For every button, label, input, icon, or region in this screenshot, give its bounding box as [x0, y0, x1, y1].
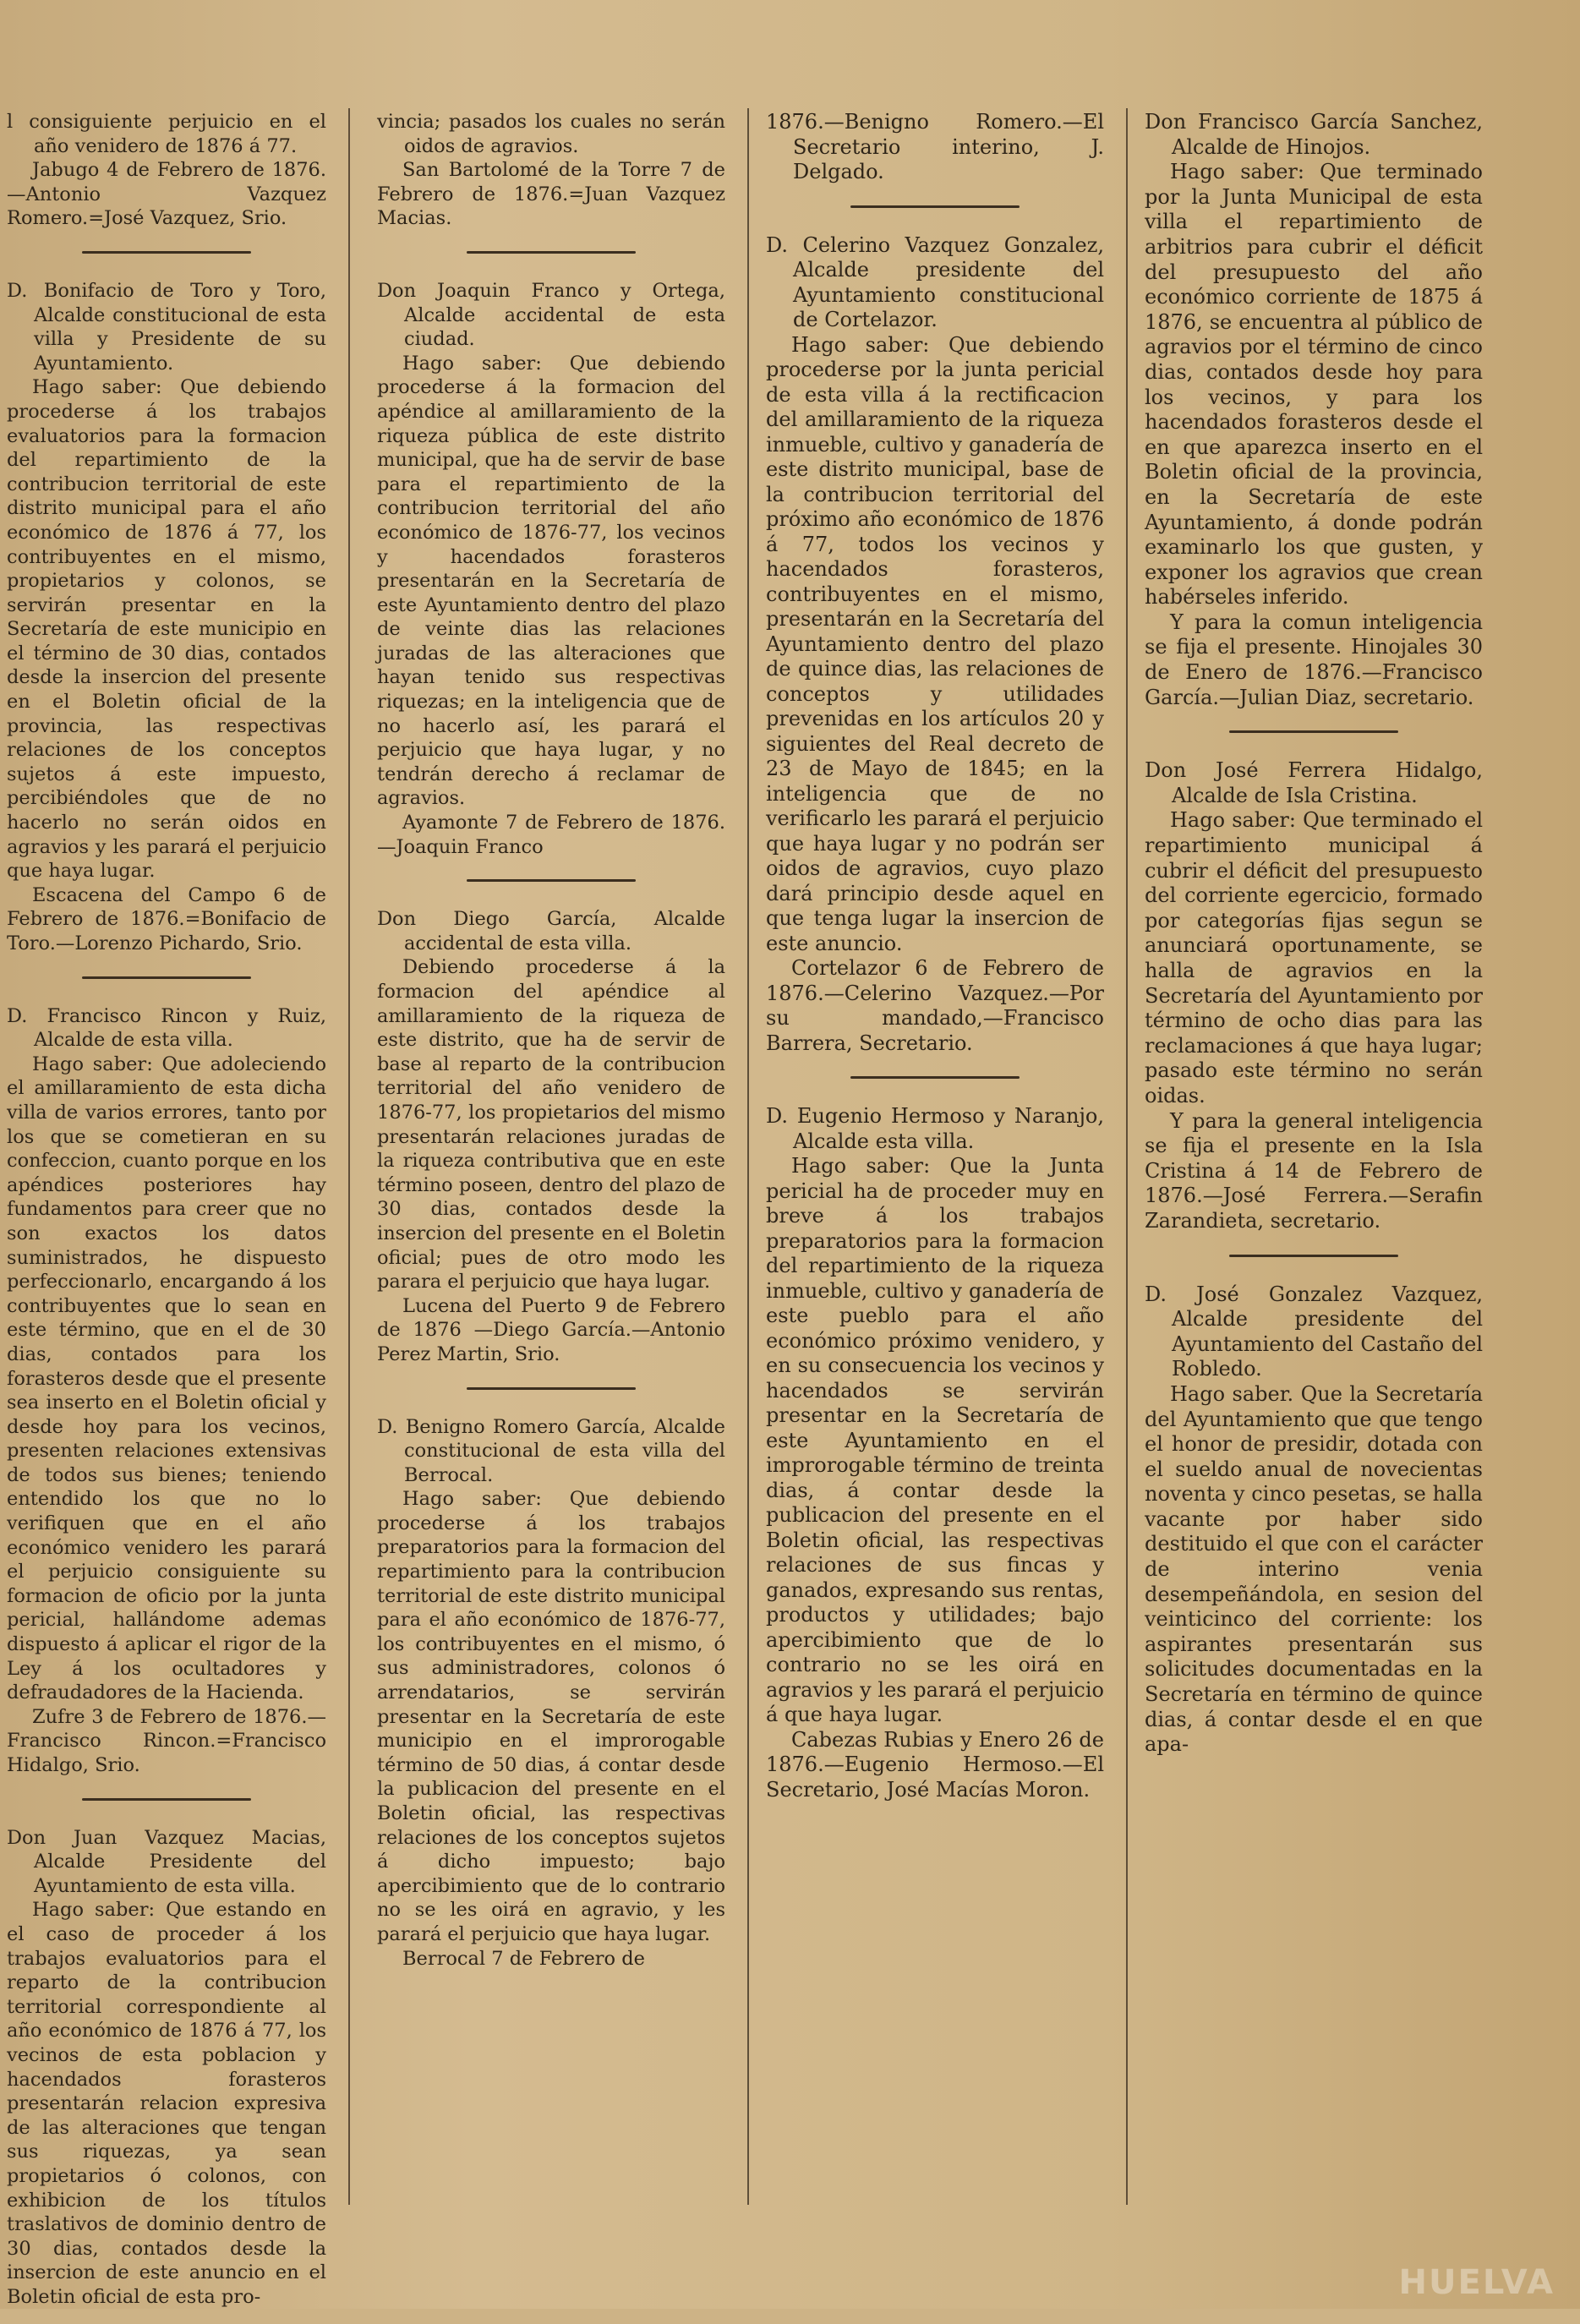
notice-heading: D. Celerino Vazquez Gonzalez, Alcalde presidente del Ayuntamiento constitucional de Cortelazor.: [766, 232, 1104, 331]
notice-signature: Jabugo 4 de Febrero de 1876.—Antonio Vazquez Romero.=José Vazquez, Srio.: [7, 159, 326, 230]
notice-heading: 1876.—Benigno Romero.—El Secretario interino, J. Delgado.: [766, 110, 1104, 183]
column-3: [766, 110, 1104, 1818]
notice: [1145, 1282, 1483, 1758]
notice-signature: Berrocal 7 de Febrero de: [402, 1947, 645, 1970]
notice-signature: San Bartolomé de la Torre 7 de Febrero de 1876.=Juan Vazquez Macias.: [377, 159, 725, 230]
notice-separator: [1229, 1255, 1398, 1257]
notice-signature: Ayamonte 7 de Febrero de 1876. —Joaquin Franco: [377, 812, 725, 858]
notice-separator: [850, 1076, 1020, 1079]
notice-heading: vincia; pasados los cuales no serán oidos de agravios.: [377, 111, 725, 157]
notice: [377, 279, 725, 859]
notice-heading: Don José Ferrera Hidalgo, Alcalde de Isla Cristina.: [1145, 758, 1483, 807]
notice-separator: [467, 251, 636, 254]
notice-body: Y para la comun inteligencia se fija el presente. Hinojales 30 de Enero de 1876.—Francisco García.—Julian Diaz, secretario.: [1145, 610, 1483, 709]
notice-body: Hago saber. Que la Secretaría del Ayuntamiento que que tengo el honor de presidir, dotada con el sueldo anual de novecientas noventa y cinco pesetas, se halla vacante por haber sido destituido el que con el carácter de interino venia desempeñándola, en sesion del veinticinco del corriente: los aspirantes presentarán sus solicitudes documentadas en la Secretaría en término de quince dias, á contar desde el en que apa-: [1145, 1381, 1483, 1757]
column-2: [377, 110, 725, 1986]
archive-watermark: HUELVA: [1398, 2263, 1555, 2302]
notice: [7, 1004, 326, 1778]
notice-signature: Escacena del Campo 6 de Febrero de 1876.=Bonifacio de Toro.—Lorenzo Pichardo, Srio.: [7, 883, 326, 954]
notice: [7, 110, 326, 231]
notice-body: Hago saber: Que debiendo procederse á la formacion del apéndice al amillaramiento de la riqueza pública de este distrito municipal, que ha de servir de base para el repartimiento de la contribucion territorial del año económico de 1876-77, los vecinos y hacendados forasteros presentarán en la Secretaría de este Ayuntamiento dentro del plazo de veinte dias las relaciones juradas de las alteraciones que hayan tenido sus respectivas riquezas; en la inteligencia que de no hacerlo así, les parará el perjuicio que haya lugar, y no tendrán derecho á reclamar de agravios.: [377, 352, 725, 810]
notice-heading: D. José Gonzalez Vazquez, Alcalde presidente del Ayuntamiento del Castaño del Robledo.: [1145, 1282, 1483, 1381]
notice-body: Hago saber: Que adoleciendo el amillaramiento de esta dicha villa de varios errores, tanto por los que se cometieran en su confeccion, cuanto porque en los apéndices posteriores hay fundamentos para creer que no son exactos los datos suministrados, he dispuesto perfeccionarlo, encargando á los contribuyentes que lo sean en este término, que en el de 30 dias, contados para los forasteros desde que el presente sea inserto en el Boletin oficial y desde hoy para los vecinos, presenten relaciones extensivas de todos sus bienes; teniendo entendido los que no lo verifiquen que en el año económico venidero les parará el perjuicio consiguiente su formacion de oficio por la junta pericial, hallándome ademas dispuesto á aplicar el rigor de la Ley á los ocultadores y defraudadores de la Hacienda.: [7, 1053, 326, 1704]
notice: [7, 1826, 326, 2310]
notice-heading: Don Diego García, Alcalde accidental de esta villa.: [377, 908, 725, 954]
notice-heading: l consiguiente perjuicio en el año venidero de 1876 á 77.: [7, 111, 326, 157]
notice-heading: D. Bonifacio de Toro y Toro, Alcalde constitucional de esta villa y Presidente de su Ayuntamiento.: [7, 279, 326, 375]
notice: [766, 233, 1104, 1057]
notice-separator: [467, 1387, 636, 1390]
notice-body: Hago saber: Que terminado por la Junta Municipal de esta villa el repartimiento de arbitrios para cubrir el déficit del presupuesto del año económico corriente de 1875 á 1876, se encuentra al público de agravios por el término de cinco dias, contados desde hoy para los vecinos, y para los hacendados forasteros desde el en que aparezca inserto en el Boletin oficial de la provincia, en la Secretaría de este Ayuntamiento, á donde podrán examinarlo los que gusten, y exponer los agravios que crean habérseles inferido.: [1145, 160, 1483, 610]
column-1: [7, 110, 326, 2324]
notice: [377, 110, 725, 231]
notice-separator: [82, 251, 251, 254]
notice: [766, 1104, 1104, 1802]
notice: [7, 279, 326, 956]
notice-body: Hago saber: Que la Junta pericial ha de proceder muy en breve á los trabajos preparatorios para la formacion del repartimiento de la riqueza inmueble, cultivo y ganadería de este pueblo para el año económico próximo venidero, y en su consecuencia los vecinos y hacendados se servirán presentar en la Secretaría de este Ayuntamiento en el improrogable término de treinta dias, á contar desde la publicacion del presente en el Boletin oficial, las respectivas relaciones de sus fincas y ganados, expresando sus rentas, productos y utilidades; bajo apercibimiento que de lo contrario no se les oirá en agravios y les parará el perjuicio á que haya lugar.: [766, 1154, 1104, 1726]
notice-separator: [467, 879, 636, 882]
notice-body: Hago saber: Que terminado el repartimiento municipal á cubrir el déficit del presupuesto del corriente egercicio, formado por categorías fijas segun se anunciará oportunamente, se halla de agravios en la Secretaría del Ayuntamiento por término de ocho dias para las reclamaciones á que haya lugar; pasado este término no serán oidas.: [1145, 808, 1483, 1107]
notice-heading: Don Joaquin Franco y Ortega, Alcalde accidental de esta ciudad.: [377, 279, 725, 351]
notice-separator: [1229, 730, 1398, 733]
notice-heading: Don Juan Vazquez Macias, Alcalde Presidente del Ayuntamiento de esta villa.: [7, 1826, 326, 1897]
column-4: [1145, 110, 1483, 1773]
notice: [1145, 110, 1483, 710]
notice-signature: Lucena del Puerto 9 de Febrero de 1876 —Diego García.—Antonio Perez Martin, Srio.: [377, 1294, 725, 1365]
notice-body: Debiendo procederse á la formacion del apéndice al amillaramiento de la riqueza de este distrito, que ha de servir de base al reparto de la contribucion territorial del año venidero de 1876-77, los propietarios del mismo presentarán relaciones juradas de la riqueza contributiva que en este término poseen, dentro del plazo de 30 dias, contados desde la insercion del presente en el Boletin oficial; pues de otro modo les parara el perjuicio que haya lugar.: [377, 956, 725, 1293]
notice-body: Y para la general inteligencia se fija el presente en la Isla Cristina á 14 de Febrero de 1876.—José Ferrera.—Serafin Zarandieta, secretario.: [1145, 1108, 1483, 1233]
notice: [377, 1415, 725, 1971]
column-rule: [1126, 108, 1128, 2205]
notice-heading: D. Francisco Rincon y Ruiz, Alcalde de esta villa.: [7, 1004, 326, 1052]
notice-heading: D. Eugenio Hermoso y Naranjo, Alcalde esta villa.: [766, 1104, 1104, 1153]
notice-separator: [82, 1798, 251, 1801]
notice-heading: Don Francisco García Sanchez, Alcalde de Hinojos.: [1145, 110, 1483, 159]
notice-signature: Cortelazor 6 de Febrero de 1876.—Celerino Vazquez.—Por su mandado,—Francisco Barrera, Secretario.: [766, 956, 1104, 1055]
notice-body: Hago saber: Que debiendo procederse á los trabajos preparatorios para la formacion del repartimiento para la contribucion territorial de este distrito municipal para el año económico de 1876-77, los contribuyentes en el mismo, ó sus administradores, colonos ó arrendatarios, se servirán presentar en la Secretaría de este municipio en el improrogable término de 50 dias, á contar desde la publicacion del presente en el Boletin oficial, las respectivas relaciones de los conceptos sujetos á dicho impuesto; bajo apercibimiento que de lo contrario no se les oirá en agravio, y les parará el perjuicio que haya lugar.: [377, 1488, 725, 1945]
notice: [766, 110, 1104, 185]
notice-body: Hago saber: Que estando en el caso de proceder á los trabajos evaluatorios para el reparto de la contribucion territorial correspondiente al año económico de 1876 á 77, los vecinos de esta poblacion y hacendados forasteros presentarán relacion expresiva de las alteraciones que tengan sus riquezas, ya sean propietarios ó colonos, con exhibicion de los títulos traslativos de dominio dentro de 30 dias, contados desde la insercion de este anuncio en el Boletin oficial de esta pro-: [7, 1899, 326, 2308]
notice-heading: D. Benigno Romero García, Alcalde constitucional de esta villa del Berrocal.: [377, 1415, 725, 1486]
notice: [377, 907, 725, 1366]
column-rule: [348, 108, 350, 2205]
notice-signature: Zufre 3 de Febrero de 1876.—Francisco Rincon.=Francisco Hidalgo, Srio.: [7, 1705, 326, 1776]
notice-signature: Cabezas Rubias y Enero 26 de 1876.—Eugenio Hermoso.—El Secretario, José Macías Moron.: [766, 1727, 1104, 1802]
notice-separator: [82, 976, 251, 979]
column-rule: [747, 108, 749, 2205]
notice-separator: [850, 205, 1020, 208]
notice-body: Hago saber: Que debiendo procederse á los trabajos evaluatorios para la formacion del repartimiento de la contribucion territorial de este distrito municipal para el año económico de 1876 á 77, los contribuyentes en el mismo, propietarios y colonos, se servirán presentar en la Secretaría de este municipio en el término de 30 dias, contados desde la insercion del presente en el Boletin oficial de la provincia, las respectivas relaciones de los conceptos sujetos á este impuesto, percibiéndoles que de no hacerlo no serán oidos en agravios y les parará el perjuicio que haya lugar.: [7, 376, 326, 883]
notice: [1145, 758, 1483, 1233]
notice-body: Hago saber: Que debiendo procederse por la junta pericial de esta villa á la rectificacion del amillaramiento de la riqueza inmueble, cultivo y ganadería de este distrito municipal, base de la contribucion territorial del próximo año económico de 1876 á 77, todos los vecinos y hacendados forasteros, contribuyentes en el mismo, presentarán en la Secretaría del Ayuntamiento dentro del plazo de quince dias, las relaciones de conceptos y utilidades prevenidas en los artículos 20 y siguientes del Real decreto de 23 de Mayo de 1845; en la inteligencia que de no verificarlo les parará el perjuicio que haya lugar y no podrán ser oidos de agravios, cuyo plazo dará principio desde aquel en que tenga lugar la insercion de este anuncio.: [766, 332, 1104, 955]
